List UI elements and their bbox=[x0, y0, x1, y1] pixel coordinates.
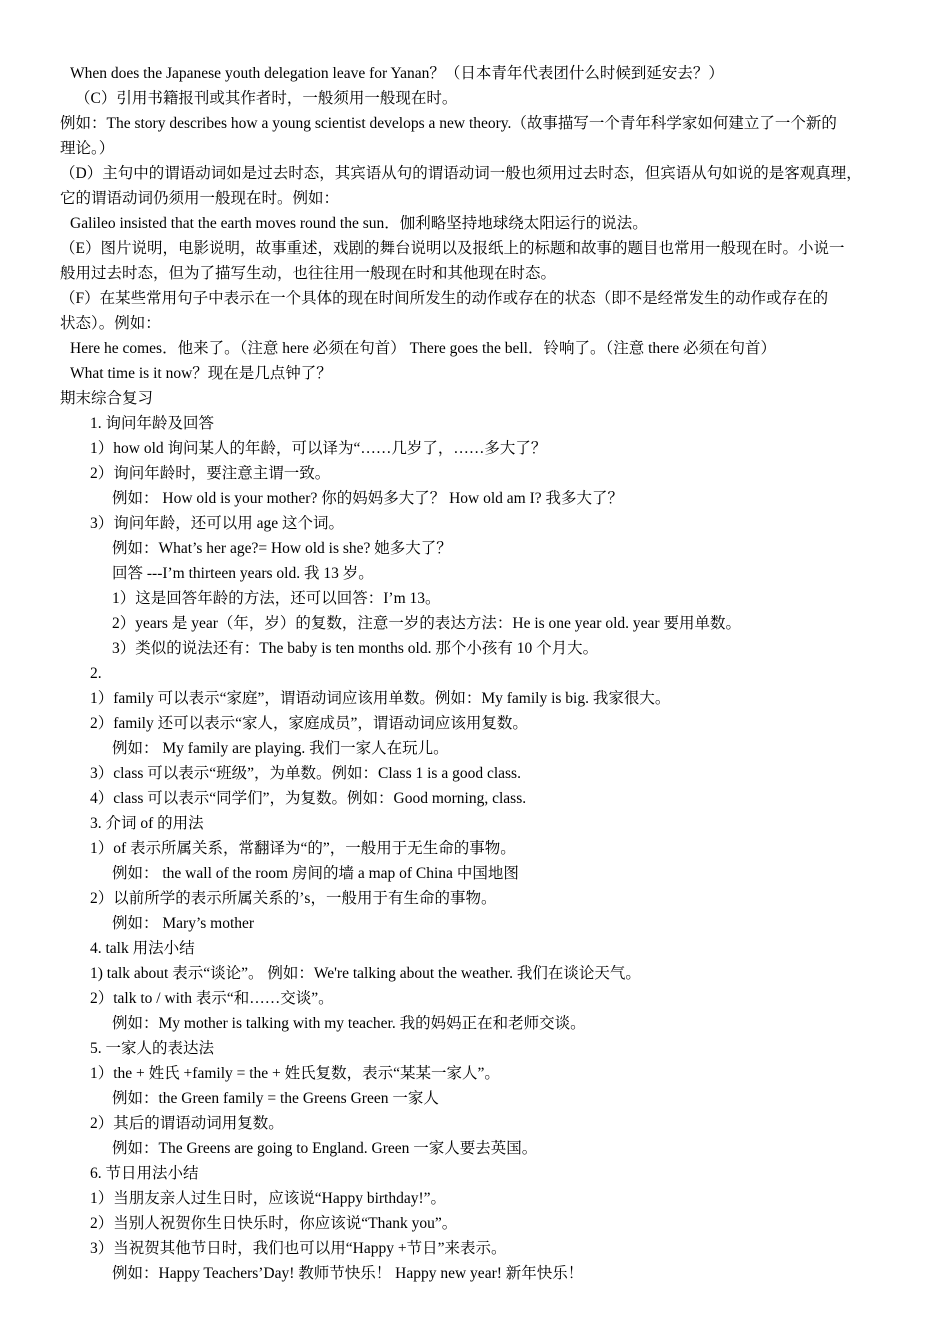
text-line: 1) talk about 表示“谈论”。 例如：We're talking about the weather. 我们在谈论天气。 bbox=[90, 965, 641, 982]
text-line: 2）当别人祝贺你生日快乐时，你应该说“Thank you”。 bbox=[90, 1215, 458, 1232]
text-line: 3）当祝贺其他节日时，我们也可以用“Happy +节日”来表示。 bbox=[90, 1240, 507, 1257]
text-line: 2）years 是 year（年，岁）的复数，注意一岁的表达方法：He is one year old. year 要用单数。 bbox=[112, 615, 741, 632]
text-line: （D）主句中的谓语动词如是过去时态，其宾语从句的谓语动词一般也须用过去时态，但宾语从句如说的是客观真理， bbox=[60, 165, 862, 182]
text-line: What time is it now？现在是几点钟了？ bbox=[70, 365, 332, 382]
text-line: 状态）。例如： bbox=[60, 315, 161, 332]
subsection-heading: 6. 节日用法小结 bbox=[90, 1165, 199, 1182]
text-line: 1）the + 姓氏 +family = the + 姓氏复数，表示“某某一家人”。 bbox=[90, 1065, 500, 1082]
text-line: （E）图片说明，电影说明，故事重述，戏剧的舞台说明以及报纸上的标题和故事的题目也常用一般现在时。小说一 bbox=[60, 240, 845, 257]
text-line: 2）family 还可以表示“家人，家庭成员”，谓语动词应该用复数。 bbox=[90, 715, 528, 732]
text-line: 2）以前所学的表示所属关系的’s，一般用于有生命的事物。 bbox=[90, 890, 497, 907]
example-line: 例如： Mary’s mother bbox=[112, 915, 255, 932]
text-line: 2）talk to / with 表示“和……交谈”。 bbox=[90, 990, 334, 1007]
example-line: 例如：The Greens are going to England. Green 一家人要去英国。 bbox=[112, 1140, 538, 1157]
text-line: 1）这是回答年龄的方法，还可以回答：I’m 13。 bbox=[112, 590, 441, 607]
subsection-heading: 4. talk 用法小结 bbox=[90, 940, 195, 957]
text-line: 4）class 可以表示“同学们”，为复数。例如：Good morning, class. bbox=[90, 790, 527, 807]
text-line: （F）在某些常用句子中表示在一个具体的现在时间所发生的动作或存在的状态（即不是经常发生的动作或存在的 bbox=[60, 290, 829, 307]
text-line: 1）family 可以表示“家庭”，谓语动词应该用单数。例如：My family is big. 我家很大。 bbox=[90, 690, 671, 707]
example-line: 例如： My family are playing. 我们一家人在玩儿。 bbox=[112, 740, 449, 757]
subsection-heading: 3. 介词 of 的用法 bbox=[90, 815, 204, 832]
text-line: 例如：The story describes how a young scientist develops a new theory.（故事描写一个青年科学家如何建立了一个新的 bbox=[60, 115, 837, 132]
text-line: 2）询问年龄时，要注意主谓一致。 bbox=[90, 465, 331, 482]
example-line: 例如：the Green family = the Greens Green 一家人 bbox=[112, 1090, 439, 1107]
text-line: 2）其后的谓语动词用复数。 bbox=[90, 1115, 284, 1132]
text-line: 3）询问年龄，还可以用 age 这个词。 bbox=[90, 515, 345, 532]
example-line: 例如：My mother is talking with my teacher. 我的妈妈正在和老师交谈。 bbox=[112, 1015, 586, 1032]
text-line: 1）how old 询问某人的年龄，可以译为“……几岁了，……多大了？ bbox=[90, 440, 547, 457]
text-line: Galileo insisted that the earth moves round the sun．伽利略坚持地球绕太阳运行的说法。 bbox=[70, 215, 648, 232]
subsection-heading: 5. 一家人的表达法 bbox=[90, 1040, 215, 1057]
subsection-heading: 2. bbox=[90, 665, 102, 682]
text-line: （C）引用书籍报刊或其作者时，一般须用一般现在时。 bbox=[75, 90, 458, 107]
example-line: 例如： How old is your mother? 你的妈妈多大了？ How old am I? 我多大了？ bbox=[112, 490, 624, 507]
example-line: 例如：What’s her age?= How old is she? 她多大了？ bbox=[112, 540, 452, 557]
section-heading: 期末综合复习 bbox=[60, 390, 154, 407]
text-line: 3）类似的说法还有：The baby is ten months old. 那个小孩有 10 个月大。 bbox=[112, 640, 599, 657]
example-line: 回答 ---I’m thirteen years old. 我 13 岁。 bbox=[112, 565, 374, 582]
text-line: When does the Japanese youth delegation leave for Yanan？（日本青年代表团什么时候到延安去？） bbox=[70, 65, 724, 82]
text-line: 1）当朋友亲人过生日时，应该说“Happy birthday!”。 bbox=[90, 1190, 447, 1207]
example-line: 例如： the wall of the room 房间的墙 a map of China 中国地图 bbox=[112, 865, 519, 882]
example-line: 例如：Happy Teachers’Day! 教师节快乐！ Happy new year! 新年快乐！ bbox=[112, 1265, 584, 1282]
text-line: 1）of 表示所属关系，常翻译为“的”，一般用于无生命的事物。 bbox=[90, 840, 516, 857]
text-line: 它的谓语动词仍须用一般现在时。例如： bbox=[60, 190, 340, 207]
text-line: Here he comes．他来了。（注意 here 必须在句首） There goes the bell．铃响了。（注意 there 必须在句首） bbox=[70, 340, 776, 357]
text-line: 理论。） bbox=[60, 140, 115, 157]
text-line: 般用过去时态，但为了描写生动，也往往用一般现在时和其他现在时态。 bbox=[60, 265, 557, 282]
text-line: 3）class 可以表示“班级”，为单数。例如：Class 1 is a good class. bbox=[90, 765, 521, 782]
subsection-heading: 1. 询问年龄及回答 bbox=[90, 415, 215, 432]
